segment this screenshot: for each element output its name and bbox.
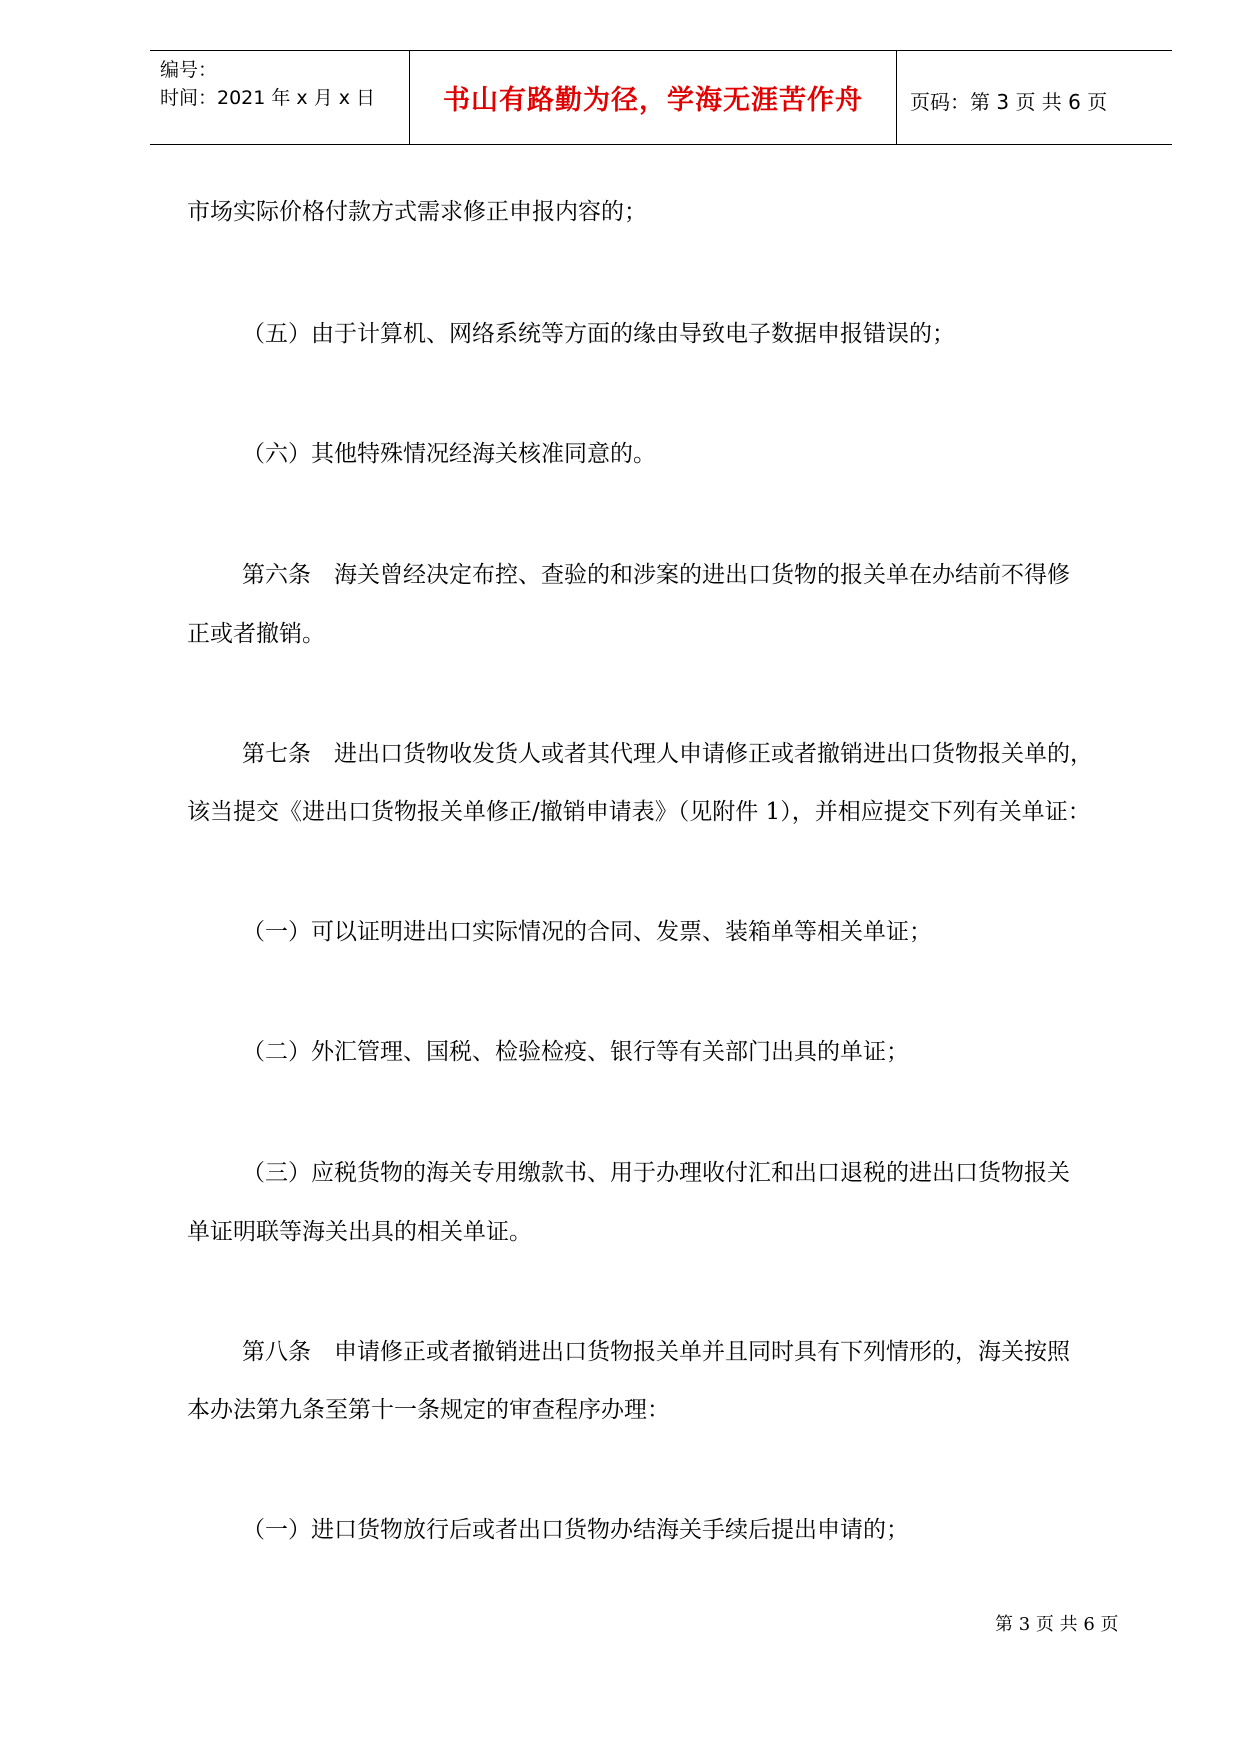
article-7-line-1: 第七条 进出口货物收发货人或者其代理人申请修正或者撤销进出口货物报关单的，: [242, 741, 1093, 767]
header-page-cell: [897, 51, 1172, 144]
body-line-9: （二）外汇管理、国税、检验检疫、银行等有关部门出具的单证；: [242, 1039, 909, 1065]
body-line-3: （六）其他特殊情况经海关核准同意的。: [242, 441, 656, 467]
article-6-line-1: 第六条 海关曾经决定布控、查验的和涉案的进出口货物的报关单在办结前不得修: [242, 562, 1070, 588]
body-line-14: （一）进口货物放行后或者出口货物办结海关手续后提出申请的；: [242, 1517, 909, 1543]
header-left-cell: [150, 51, 410, 144]
body-line-11: 单证明联等海关出具的相关单证。: [187, 1219, 532, 1245]
article-8-line-2: 本办法第九条至第十一条规定的审查程序办理：: [187, 1397, 670, 1423]
body-line-1: 市场实际价格付款方式需求修正申报内容的；: [187, 199, 647, 225]
body-line-2: （五）由于计算机、网络系统等方面的缘由导致电子数据申报错误的；: [242, 321, 955, 347]
page-footer: 第 3 页 共 6 页: [995, 1614, 1119, 1635]
document-time: 时间：2021 年 x 月 x 日: [160, 87, 376, 109]
header-motto: 书山有路勤为径，学海无涯苦作舟: [443, 85, 863, 116]
body-line-8: （一）可以证明进出口实际情况的合同、发票、装箱单等相关单证；: [242, 919, 932, 945]
body-line-10: （三）应税货物的海关专用缴款书、用于办理收付汇和出口退税的进出口货物报关: [242, 1160, 1070, 1186]
article-8-line-1: 第八条 申请修正或者撤销进出口货物报关单并且同时具有下列情形的，海关按照: [242, 1339, 1070, 1365]
header-motto-cell: [410, 51, 897, 144]
article-6-line-2: 正或者撤销。: [187, 621, 325, 647]
article-7-line-2: 该当提交《进出口货物报关单修正/撤销申请表》（见附件 1），并相应提交下列有关单证：: [187, 799, 1091, 825]
document-number-label: 编号：: [160, 59, 218, 81]
page-header: [150, 50, 1172, 145]
header-page-info: 页码：第 3 页 共 6 页: [910, 90, 1108, 114]
